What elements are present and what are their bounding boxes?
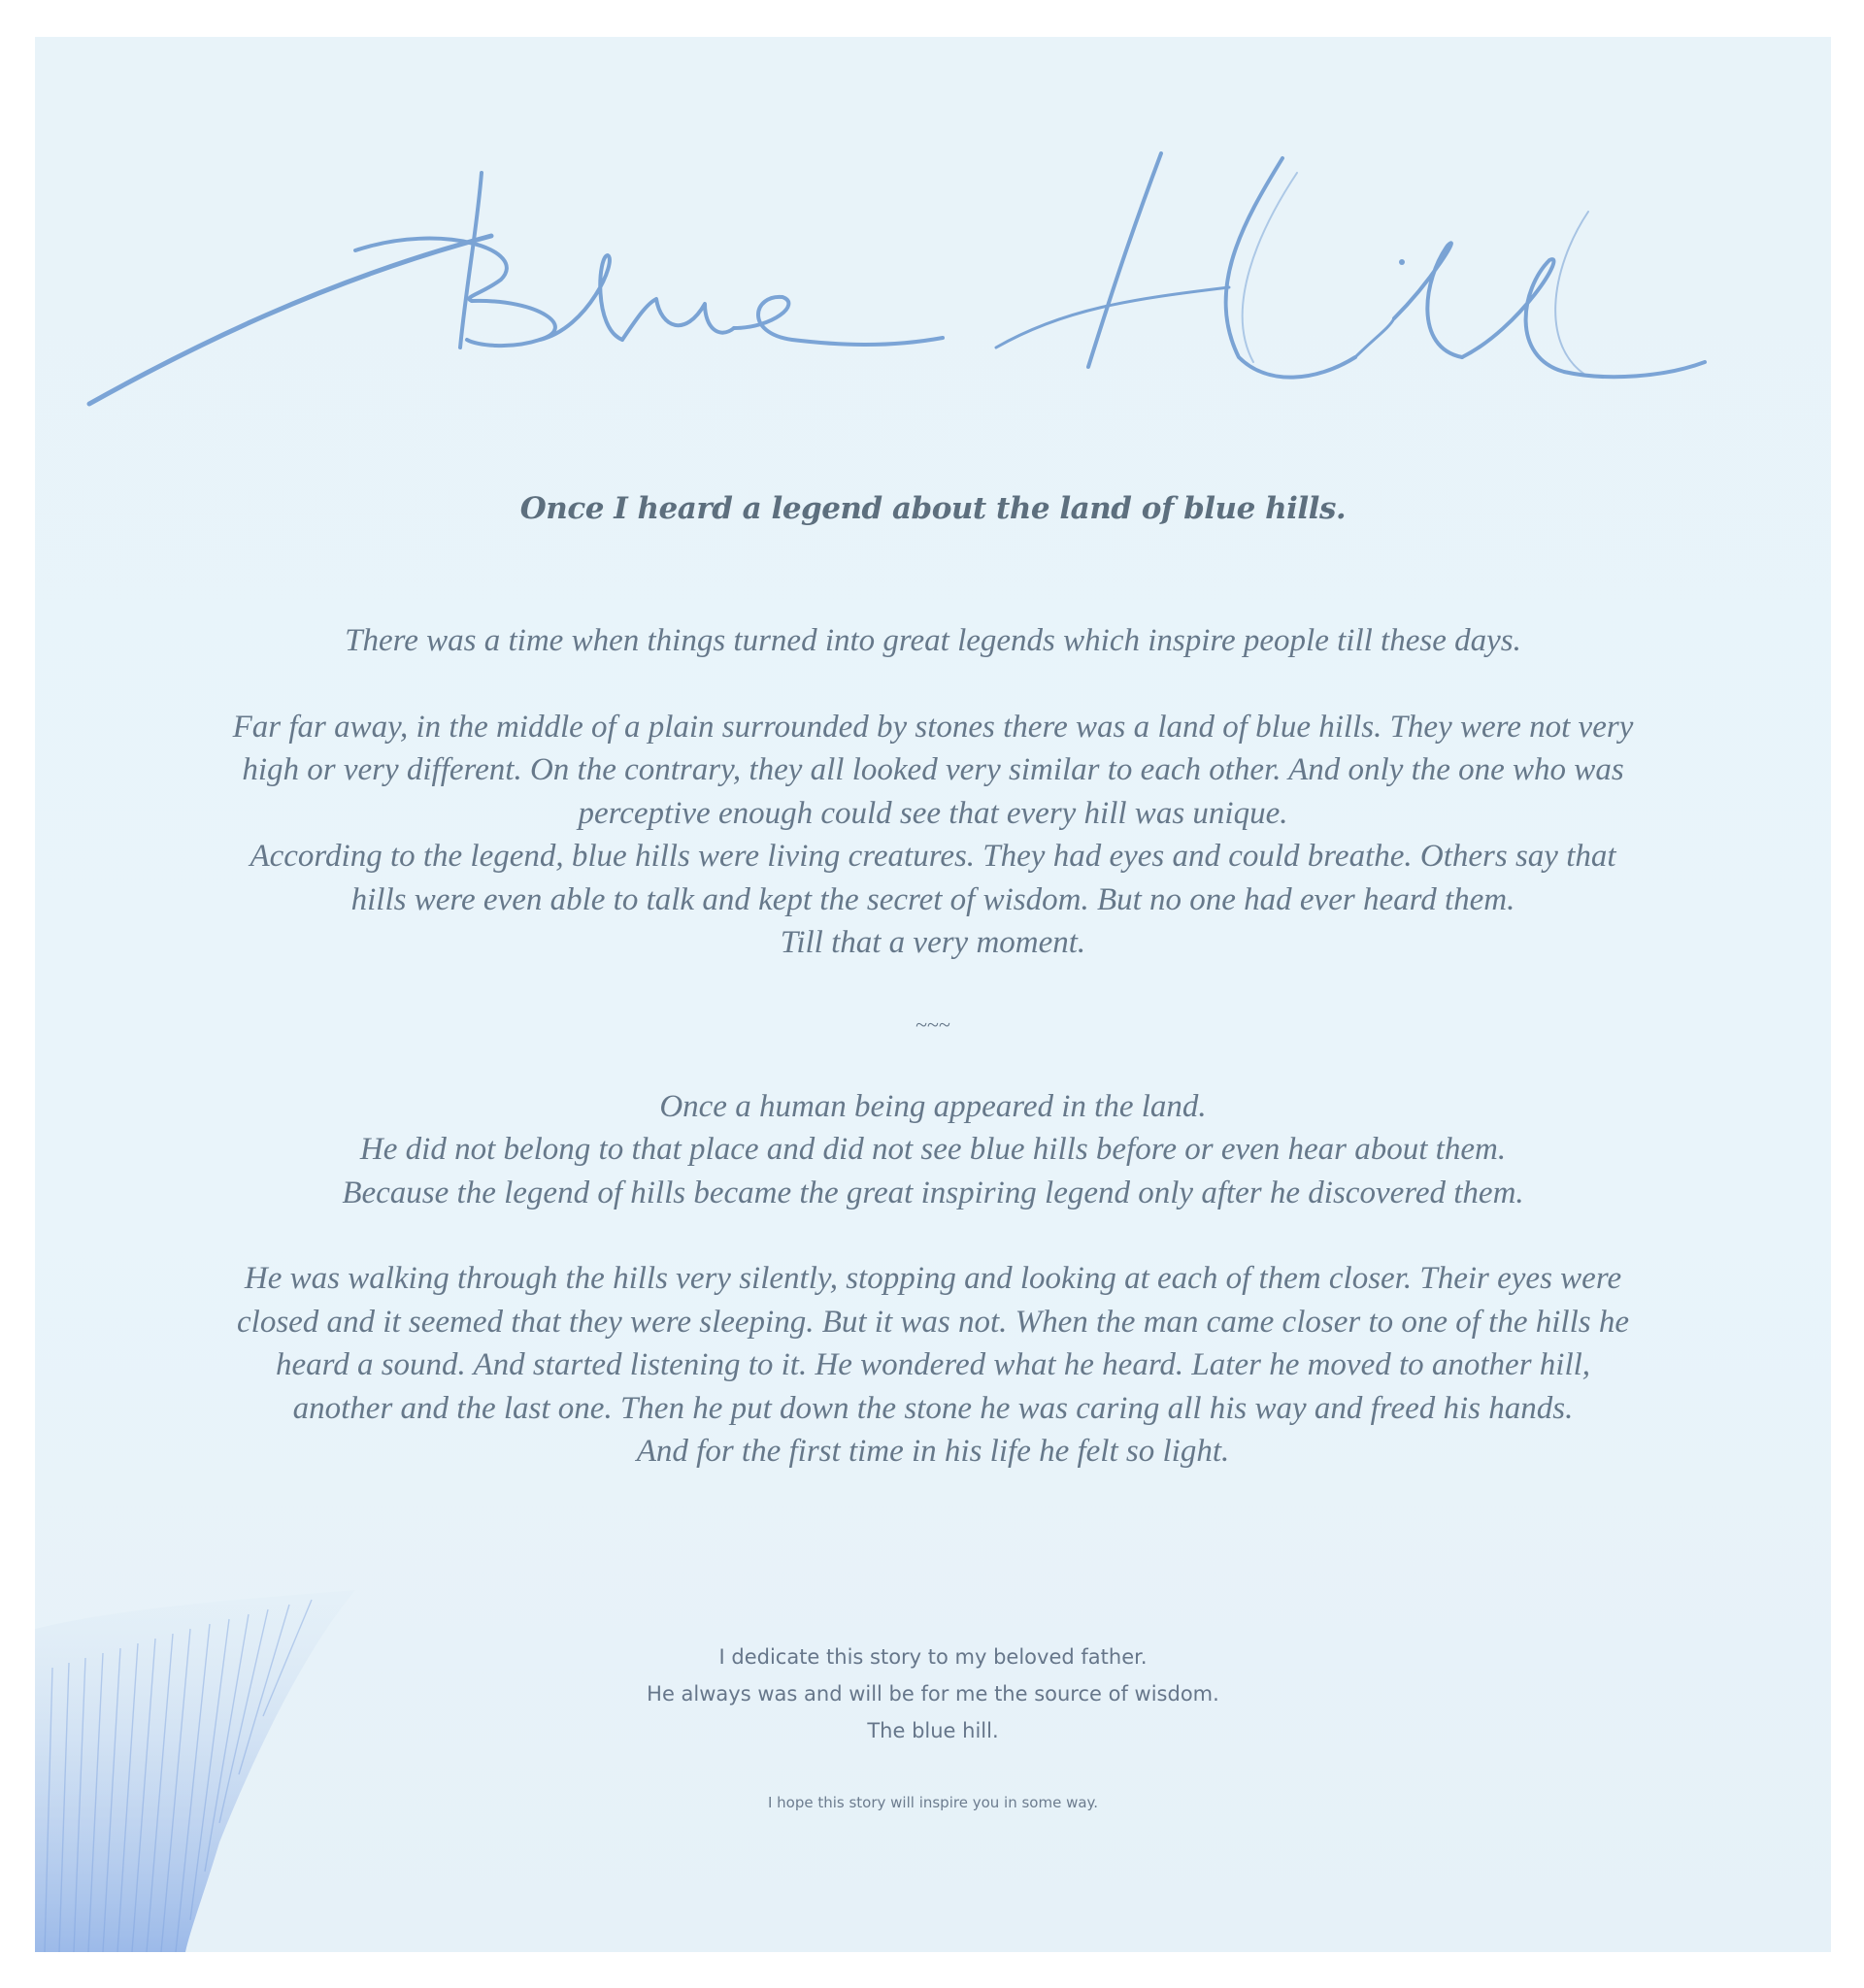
story-line: There was a time when things turned into great legends which inspire people till these days. — [345, 623, 1521, 658]
crayon-texture-decoration — [35, 1590, 443, 1952]
title-stroke-i — [1355, 318, 1394, 357]
story-line: He was walking through the hills very silently, stopping and looking at each of them closer. Their eyes were — [244, 1261, 1622, 1296]
story-line: Because the legend of hills became the great inspiring legend only after he discovered them. — [342, 1175, 1524, 1210]
story — [35, 619, 1831, 1474]
story-line: heard a sound. And started listening to it. He wondered what he heard. Later he moved to another hill, — [275, 1347, 1591, 1382]
story-line: high or very different. On the contrary, they all looked very similar to each other. And only the one who was — [242, 752, 1624, 787]
title-stroke-l2 — [1462, 259, 1705, 377]
story-line: Far far away, in the middle of a plain surrounded by stones there was a land of blue hills. They were not very — [232, 709, 1634, 745]
title-stroke-l — [540, 255, 622, 340]
section-divider: ~~~ — [915, 1011, 950, 1037]
page — [35, 37, 1831, 1952]
story-line: Till that a very moment. — [780, 925, 1086, 960]
story-line: closed and it seemed that they were sleeping. But it was not. When the man came closer to one of the hills he — [237, 1304, 1629, 1340]
title-stroke-h-strand — [1243, 173, 1297, 362]
story-line: perceptive enough could see that every hill was unique. — [578, 795, 1288, 831]
title-stroke-h-left — [1088, 153, 1161, 367]
title-i-dot — [1399, 259, 1405, 265]
story-line: another and the last one. Then he put down the stone he was caring all his way and freed his hands. — [292, 1390, 1574, 1426]
story-line: He did not belong to that place and did not see blue hills before or even hear about them. — [359, 1132, 1507, 1167]
story-line: hills were even able to talk and kept the secret of wisdom. But no one had ever heard them. — [350, 881, 1515, 917]
blue-hill-handwritten-title — [35, 37, 1831, 445]
story-line: According to the legend, blue hills were living creatures. They had eyes and could breathe. Others say that — [250, 839, 1616, 874]
dedication-line: He always was and will be for me the source of wisdom. — [647, 1682, 1219, 1706]
title-stroke-u — [622, 299, 734, 340]
story-line: Once a human being appeared in the land. — [659, 1088, 1207, 1124]
title-stroke-lead — [89, 236, 491, 404]
dedication-line: The blue hill. — [867, 1719, 999, 1742]
subtitle: Once I heard a legend about the land of blue hills. — [519, 491, 1347, 526]
title-stroke-b-stem — [460, 173, 482, 348]
closing-note: I hope this story will inspire you in some way. — [767, 1794, 1099, 1811]
title-stroke-e — [734, 297, 943, 345]
dedication-line: I dedicate this story to my beloved father. — [718, 1645, 1148, 1669]
story-line: And for the first time in his life he felt so light. — [636, 1434, 1230, 1469]
title-stroke-l1 — [1394, 243, 1462, 357]
title-stroke-l2-strand — [1555, 212, 1588, 377]
